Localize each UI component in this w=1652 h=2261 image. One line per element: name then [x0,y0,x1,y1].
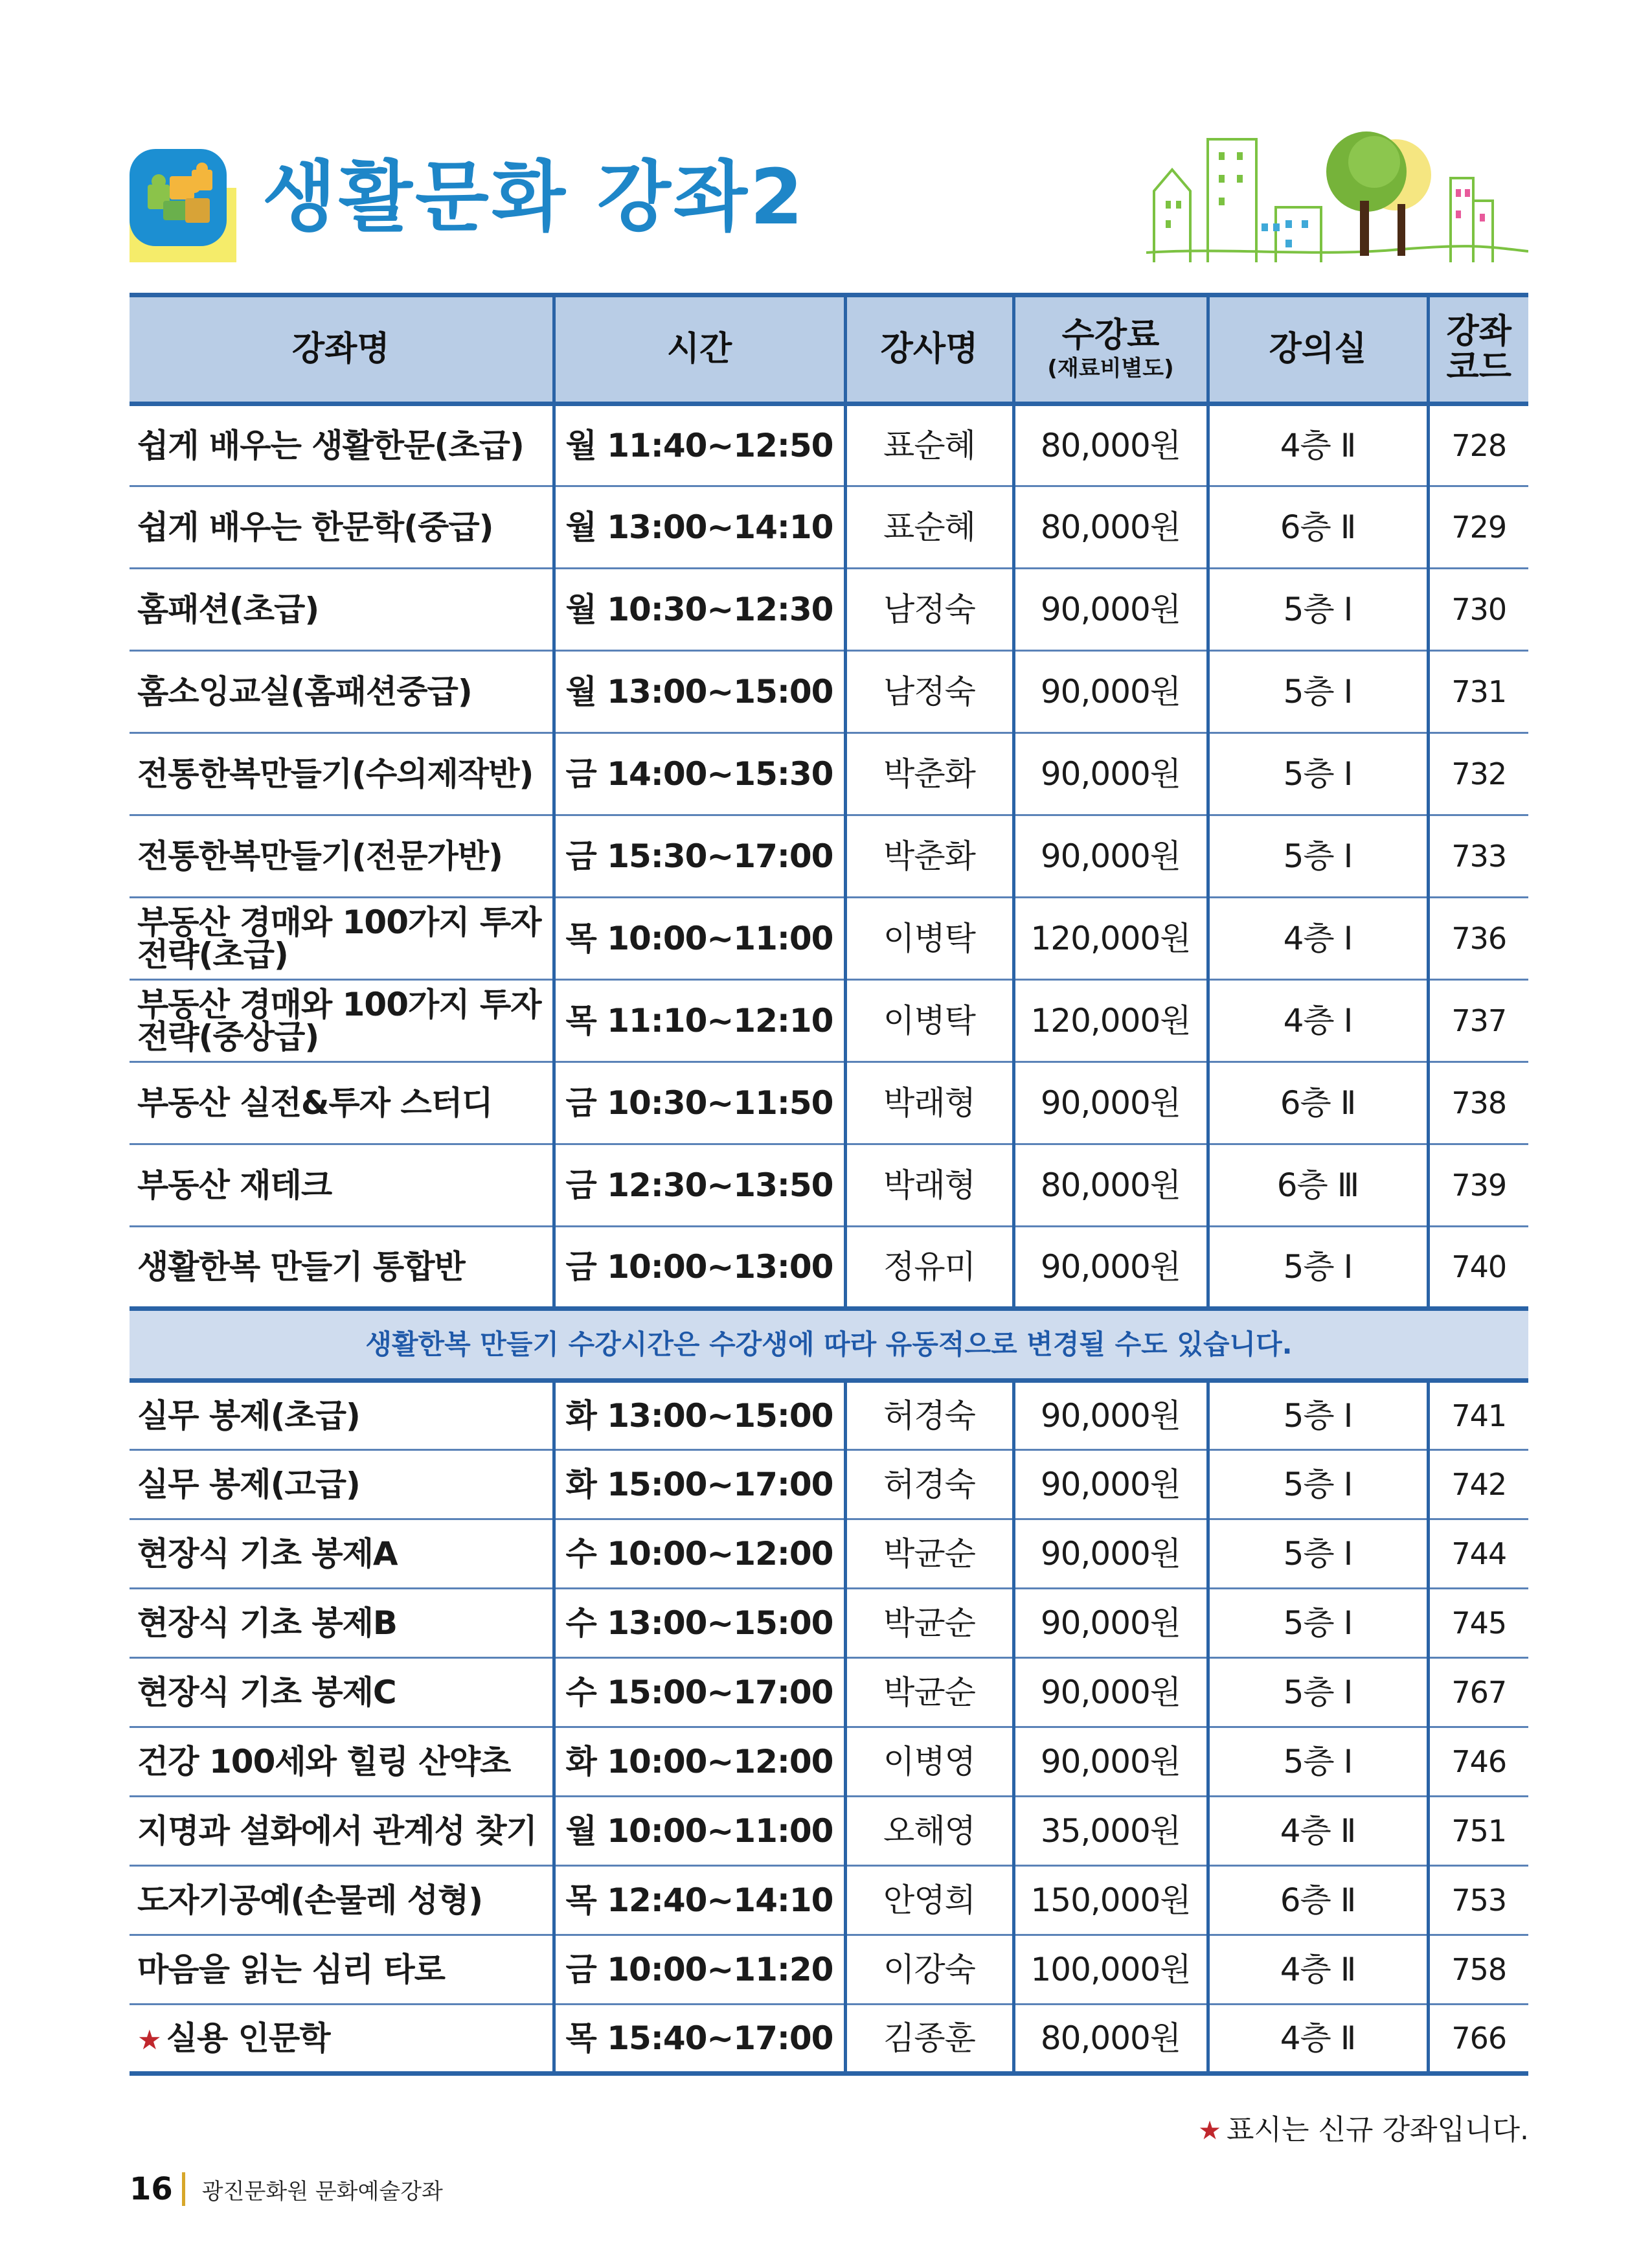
cell-instructor: 허경숙 [845,1381,1013,1450]
cell-instructor: 박래형 [845,1062,1013,1144]
cell-time: 수 15:00~17:00 [554,1658,845,1727]
cell-room: 4층 Ⅰ [1208,898,1428,980]
table-row [130,1519,1528,1589]
table-row [130,898,1528,980]
cell-code: 767 [1428,1658,1528,1727]
cell-name: 실무 봉제(초급) [130,1381,554,1450]
cell-time: 목 10:00~11:00 [554,898,845,980]
cell-time: 금 10:30~11:50 [554,1062,845,1144]
cell-code: 742 [1428,1450,1528,1519]
table-header-row [130,295,1528,404]
cell-name: 쉽게 배우는 생활한문(초급) [130,404,554,486]
cell-code: 741 [1428,1381,1528,1450]
table-row [130,1062,1528,1144]
cell-name: 홈패션(초급) [130,569,554,651]
cell-name: 부동산 경매와 100가지 투자 전략(중상급) [130,980,554,1062]
table-row [130,1866,1528,1935]
cell-instructor: 이병탁 [845,980,1013,1062]
page-title: 생활문화 강좌2 [262,152,806,242]
cell-room: 5층 Ⅰ [1208,1589,1428,1658]
cell-fee: 80,000원 [1013,1144,1208,1227]
cell-fee: 80,000원 [1013,486,1208,569]
cell-fee: 90,000원 [1013,651,1208,733]
star-icon: ★ [1198,2116,1221,2146]
cell-fee: 90,000원 [1013,1589,1208,1658]
cell-time: 수 13:00~15:00 [554,1589,845,1658]
cell-name: 실무 봉제(고급) [130,1450,554,1519]
cell-instructor: 남정숙 [845,651,1013,733]
cell-instructor: 정유미 [845,1227,1013,1309]
cell-code: 751 [1428,1797,1528,1866]
table-row [130,1144,1528,1227]
table-row [130,733,1528,815]
table-row [130,1727,1528,1797]
cell-fee: 90,000원 [1013,1062,1208,1144]
notice-text: 생활한복 만들기 수강시간은 수강생에 따라 유동적으로 변경될 수도 있습니다. [130,1309,1528,1381]
cell-code: 766 [1428,2005,1528,2074]
cell-fee: 90,000원 [1013,733,1208,815]
table-row [130,1227,1528,1309]
cell-name: 부동산 실전&투자 스터디 [130,1062,554,1144]
col-header-fee [1013,295,1208,404]
cell-name: 쉽게 배우는 한문학(중급) [130,486,554,569]
legend [1198,2106,1529,2148]
puzzle-icon [130,149,236,262]
notice-row [130,1309,1528,1381]
table-row [130,404,1528,486]
col-header-room: 강의실 [1208,295,1428,404]
cell-name: 현장식 기초 봉제B [130,1589,554,1658]
cell-code: 730 [1428,569,1528,651]
cell-instructor: 남정숙 [845,569,1013,651]
code-label-line2: 코드 [1446,347,1511,387]
cell-fee: 120,000원 [1013,980,1208,1062]
cell-time: 화 10:00~12:00 [554,1727,845,1797]
table-row [130,1797,1528,1866]
cell-fee: 90,000원 [1013,1519,1208,1589]
cell-instructor: 이병영 [845,1727,1013,1797]
course-table [130,293,1528,2076]
cell-instructor: 이병탁 [845,898,1013,980]
cell-instructor: 허경숙 [845,1450,1013,1519]
cell-time: 금 10:00~11:20 [554,1935,845,2005]
new-course-star-icon: ★ [137,2024,161,2056]
cell-name: 부동산 재테크 [130,1144,554,1227]
table-row [130,980,1528,1062]
table-row [130,651,1528,733]
cell-instructor: 박균순 [845,1519,1013,1589]
cell-name [130,2005,554,2074]
cell-fee: 90,000원 [1013,1381,1208,1450]
cell-room: 4층 Ⅱ [1208,404,1428,486]
cell-time: 화 13:00~15:00 [554,1381,845,1450]
fee-label: 수강료 [1061,316,1160,356]
cell-room: 5층 Ⅰ [1208,815,1428,898]
table-row [130,1381,1528,1450]
cell-name: 부동산 경매와 100가지 투자 전략(초급) [130,898,554,980]
cell-time: 월 13:00~15:00 [554,651,845,733]
cell-fee: 80,000원 [1013,404,1208,486]
cell-time: 금 14:00~15:30 [554,733,845,815]
cell-room: 5층 Ⅰ [1208,1450,1428,1519]
cell-time: 금 15:30~17:00 [554,815,845,898]
cell-code: 745 [1428,1589,1528,1658]
col-header-time: 시간 [554,295,845,404]
cell-name: 전통한복만들기(수의제작반) [130,733,554,815]
cell-fee: 35,000원 [1013,1797,1208,1866]
cell-time: 월 13:00~14:10 [554,486,845,569]
col-header-instructor: 강사명 [845,295,1013,404]
cell-name: 건강 100세와 힐링 산약초 [130,1727,554,1797]
cell-instructor: 안영희 [845,1866,1013,1935]
cell-code: 739 [1428,1144,1528,1227]
cell-time: 월 10:00~11:00 [554,1797,845,1866]
cell-room: 5층 Ⅰ [1208,733,1428,815]
cell-time: 월 11:40~12:50 [554,404,845,486]
cell-room: 6층 Ⅱ [1208,1866,1428,1935]
cell-time: 목 12:40~14:10 [554,1866,845,1935]
publication-name: 광진문화원 문화예술강좌 [201,2178,443,2205]
cell-code: 736 [1428,898,1528,980]
cell-code: 728 [1428,404,1528,486]
cell-time: 월 10:30~12:30 [554,569,845,651]
table-row [130,815,1528,898]
cell-instructor: 박균순 [845,1658,1013,1727]
cell-room: 4층 Ⅱ [1208,2005,1428,2074]
table-row [130,1450,1528,1519]
cell-instructor: 오해영 [845,1797,1013,1866]
cell-code: 729 [1428,486,1528,569]
table-row [130,486,1528,569]
cell-time: 목 11:10~12:10 [554,980,845,1062]
cell-time: 화 15:00~17:00 [554,1450,845,1519]
cell-instructor: 김종훈 [845,2005,1013,2074]
course-name-text: 실용 인문학 [166,2019,330,2057]
cell-room: 4층 Ⅰ [1208,980,1428,1062]
cell-instructor: 박래형 [845,1144,1013,1227]
cell-code: 733 [1428,815,1528,898]
cell-room: 5층 Ⅰ [1208,1727,1428,1797]
cell-name: 현장식 기초 봉제C [130,1658,554,1727]
table-row [130,1658,1528,1727]
cell-fee: 90,000원 [1013,1450,1208,1519]
cell-room: 5층 Ⅰ [1208,569,1428,651]
col-header-name: 강좌명 [130,295,554,404]
cell-fee: 90,000원 [1013,815,1208,898]
cell-code: 737 [1428,980,1528,1062]
footer-divider [182,2172,185,2206]
cell-name: 홈소잉교실(홈패션중급) [130,651,554,733]
cell-name: 마음을 읽는 심리 타로 [130,1935,554,2005]
legend-text: 표시는 신규 강좌입니다. [1227,2113,1529,2146]
cell-instructor: 박춘화 [845,815,1013,898]
col-header-code [1428,295,1528,404]
page-number: 16 [130,2171,173,2207]
cell-fee: 80,000원 [1013,2005,1208,2074]
cell-name: 지명과 설화에서 관계성 찾기 [130,1797,554,1866]
cell-room: 5층 Ⅰ [1208,1227,1428,1309]
table-row [130,1935,1528,2005]
cell-instructor: 표순혜 [845,486,1013,569]
cell-fee: 90,000원 [1013,1227,1208,1309]
code-label-line1: 강좌 [1446,312,1511,351]
cell-room: 6층 Ⅲ [1208,1144,1428,1227]
cell-time: 금 12:30~13:50 [554,1144,845,1227]
cell-time: 수 10:00~12:00 [554,1519,845,1589]
cell-name: 전통한복만들기(전문가반) [130,815,554,898]
cell-instructor: 박균순 [845,1589,1013,1658]
page-footer [130,2170,443,2209]
cell-time: 목 15:40~17:00 [554,2005,845,2074]
cell-code: 746 [1428,1727,1528,1797]
city-illustration [1146,130,1528,262]
cell-room: 5층 Ⅰ [1208,1658,1428,1727]
table-row [130,1589,1528,1658]
table-row [130,569,1528,651]
cell-code: 731 [1428,651,1528,733]
cell-room: 4층 Ⅱ [1208,1935,1428,2005]
cell-instructor: 표순혜 [845,404,1013,486]
cell-fee: 100,000원 [1013,1935,1208,2005]
cell-fee: 90,000원 [1013,569,1208,651]
cell-name: 도자기공예(손물레 성형) [130,1866,554,1935]
cell-instructor: 박춘화 [845,733,1013,815]
fee-note: (재료비별도) [1047,355,1174,381]
cell-name: 현장식 기초 봉제A [130,1519,554,1589]
cell-time: 금 10:00~13:00 [554,1227,845,1309]
cell-code: 758 [1428,1935,1528,2005]
cell-fee: 150,000원 [1013,1866,1208,1935]
page-header [130,130,1528,278]
cell-room: 4층 Ⅱ [1208,1797,1428,1866]
cell-name: 생활한복 만들기 통합반 [130,1227,554,1309]
cell-code: 738 [1428,1062,1528,1144]
cell-instructor: 이강숙 [845,1935,1013,2005]
cell-room: 5층 Ⅰ [1208,651,1428,733]
cell-code: 740 [1428,1227,1528,1309]
cell-room: 6층 Ⅱ [1208,1062,1428,1144]
cell-fee: 90,000원 [1013,1658,1208,1727]
cell-code: 744 [1428,1519,1528,1589]
cell-code: 732 [1428,733,1528,815]
cell-room: 5층 Ⅰ [1208,1519,1428,1589]
cell-room: 6층 Ⅱ [1208,486,1428,569]
cell-code: 753 [1428,1866,1528,1935]
cell-fee: 120,000원 [1013,898,1208,980]
table-row [130,2005,1528,2074]
cell-room: 5층 Ⅰ [1208,1381,1428,1450]
cell-fee: 90,000원 [1013,1727,1208,1797]
